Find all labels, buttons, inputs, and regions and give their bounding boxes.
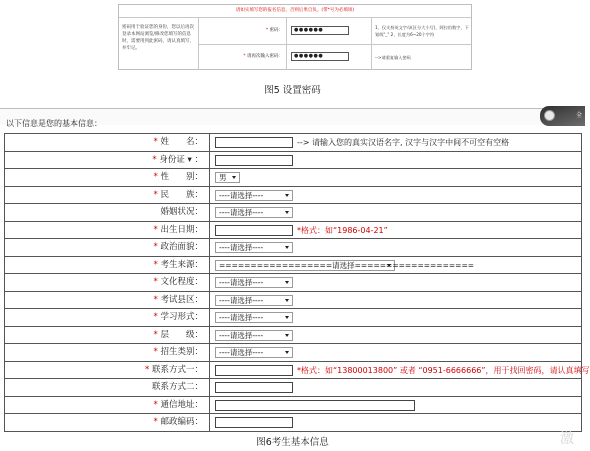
- field-label: * 民 族：: [5, 187, 210, 204]
- required-asterisk: *: [153, 259, 161, 270]
- required-asterisk: *: [153, 312, 161, 322]
- field-note: *格式：如“13800013800” 或者 “0951-6666666”，用于找回密码，请认真填写: [297, 365, 590, 375]
- required-asterisk: *: [153, 224, 161, 235]
- field-label: * 考试县区：: [5, 292, 210, 309]
- select-dropdown[interactable]: ----请选择----: [215, 312, 293, 323]
- chevron-down-icon: [285, 316, 289, 319]
- field-label: * 考生来源：: [5, 257, 210, 274]
- form-row: [5, 309, 581, 327]
- field-label: * 通信地址：: [5, 397, 210, 414]
- password-hint: 1、仅支持英文字母(区分大小写)，阿拉伯数字，下划线"_" 2、长度为6~20个字符: [375, 25, 469, 37]
- required-notice: 请如实填写您的报名信息，否则后果自负。(带*号为必填项): [235, 8, 355, 13]
- chevron-down-icon: [387, 264, 391, 267]
- figure-caption-6: 图6考生基本信息: [256, 437, 329, 448]
- basic-info-form: [4, 133, 590, 432]
- confirm-password-row: [199, 44, 471, 70]
- form-row: [5, 169, 581, 187]
- field-label: * 邮政编码：: [5, 414, 210, 432]
- required-asterisk: *: [153, 294, 161, 305]
- chevron-down-icon: [285, 299, 289, 302]
- select-dropdown[interactable]: ----请选择----: [215, 242, 293, 253]
- form-row: [5, 397, 581, 415]
- field-label: * 招生类别：: [5, 344, 210, 361]
- required-asterisk: *: [153, 417, 161, 427]
- chevron-down-icon: [285, 211, 289, 214]
- field-label: * 政治面貌：: [5, 239, 210, 256]
- chevron-down-icon: [285, 246, 289, 249]
- form-row: [5, 344, 581, 362]
- select-dropdown[interactable]: ----请选择----: [215, 330, 293, 341]
- select-dropdown[interactable]: ----请选择----: [215, 190, 293, 201]
- select-dropdown[interactable]: ==================请选择===================: [215, 260, 395, 271]
- confirm-password-hint: -->请重复输入密码: [375, 55, 411, 60]
- text-input[interactable]: [215, 400, 415, 411]
- form-row: [5, 362, 590, 380]
- form-row: [5, 222, 581, 240]
- required-asterisk: *: [153, 137, 161, 147]
- watermark: 激: [560, 431, 574, 447]
- confirm-password-input[interactable]: ●●●●●●: [291, 52, 349, 61]
- field-label: 联系方式二：: [5, 379, 210, 396]
- required-asterisk: *: [145, 364, 152, 375]
- required-asterisk: *: [153, 277, 161, 287]
- confirm-password-label: * 请再次输入密码：: [199, 44, 287, 70]
- text-input[interactable]: [215, 365, 293, 376]
- form-row: [5, 274, 581, 292]
- form-row: [5, 292, 581, 310]
- text-input[interactable]: [215, 382, 293, 393]
- field-label: * 出生日期：: [5, 222, 210, 239]
- required-asterisk: *: [153, 329, 161, 340]
- required-asterisk: *: [153, 172, 161, 182]
- form-row: [5, 187, 581, 205]
- figure-caption-5: 图5 设置密码: [264, 85, 321, 96]
- form-row: [5, 204, 581, 222]
- chevron-down-icon: [285, 334, 289, 337]
- password-input[interactable]: ●●●●●●: [291, 26, 349, 35]
- field-label: * 性 别：: [5, 169, 210, 186]
- field-label: * 层 级：: [5, 327, 210, 344]
- form-row: [5, 239, 581, 257]
- info-title: 以下信息是您的基本信息：: [6, 119, 102, 128]
- field-label: * 姓 名：: [5, 134, 210, 151]
- chevron-down-icon: [285, 281, 289, 284]
- select-dropdown[interactable]: 男: [215, 172, 240, 183]
- required-asterisk: *: [153, 399, 161, 410]
- form-row: [5, 257, 581, 275]
- select-dropdown[interactable]: ----请选择----: [215, 207, 293, 218]
- field-label: 婚姻状况：: [5, 204, 210, 221]
- required-asterisk: *: [152, 154, 160, 165]
- select-dropdown[interactable]: ----请选择----: [215, 347, 293, 358]
- form-row: [5, 134, 581, 152]
- form-row: [5, 152, 581, 170]
- field-note: *格式：如“1986-04-21”: [297, 225, 388, 235]
- required-asterisk: *: [153, 242, 161, 252]
- field-label: * 学习形式：: [5, 309, 210, 326]
- text-input[interactable]: [215, 137, 293, 148]
- form-row: [5, 414, 581, 432]
- chevron-down-icon: [285, 194, 289, 197]
- field-label: * 文化程度：: [5, 274, 210, 291]
- text-input[interactable]: [215, 225, 293, 236]
- field-label: * 联系方式一：: [5, 362, 210, 379]
- chevron-down-icon: [232, 176, 236, 179]
- form-row: [5, 379, 581, 397]
- password-row: [199, 18, 471, 45]
- select-dropdown[interactable]: ----请选择----: [215, 277, 293, 288]
- select-dropdown[interactable]: ----请选择----: [215, 295, 293, 306]
- field-label: * 身份证 ▾ ：: [5, 152, 210, 169]
- required-asterisk: *: [153, 189, 161, 200]
- required-asterisk: *: [153, 347, 161, 357]
- circle-icon: [544, 110, 555, 121]
- chevron-down-icon: [285, 351, 289, 354]
- form-row: [5, 327, 581, 345]
- text-input[interactable]: [215, 155, 293, 166]
- password-label: * 密码：: [199, 18, 287, 44]
- text-input[interactable]: [215, 417, 293, 428]
- corner-badge: 全: [540, 106, 585, 126]
- password-grid: [119, 17, 471, 70]
- password-description: 密码用于验证您的身份，您以后再次登录本网站浏览/修改您填写的信息时，需要用到此密码，请认真填写，并牢记。: [119, 18, 199, 70]
- password-screenshot: [118, 4, 472, 70]
- field-note: --> 请输入您的真实汉语名字, 汉字与汉字中间不可空有空格: [297, 138, 510, 147]
